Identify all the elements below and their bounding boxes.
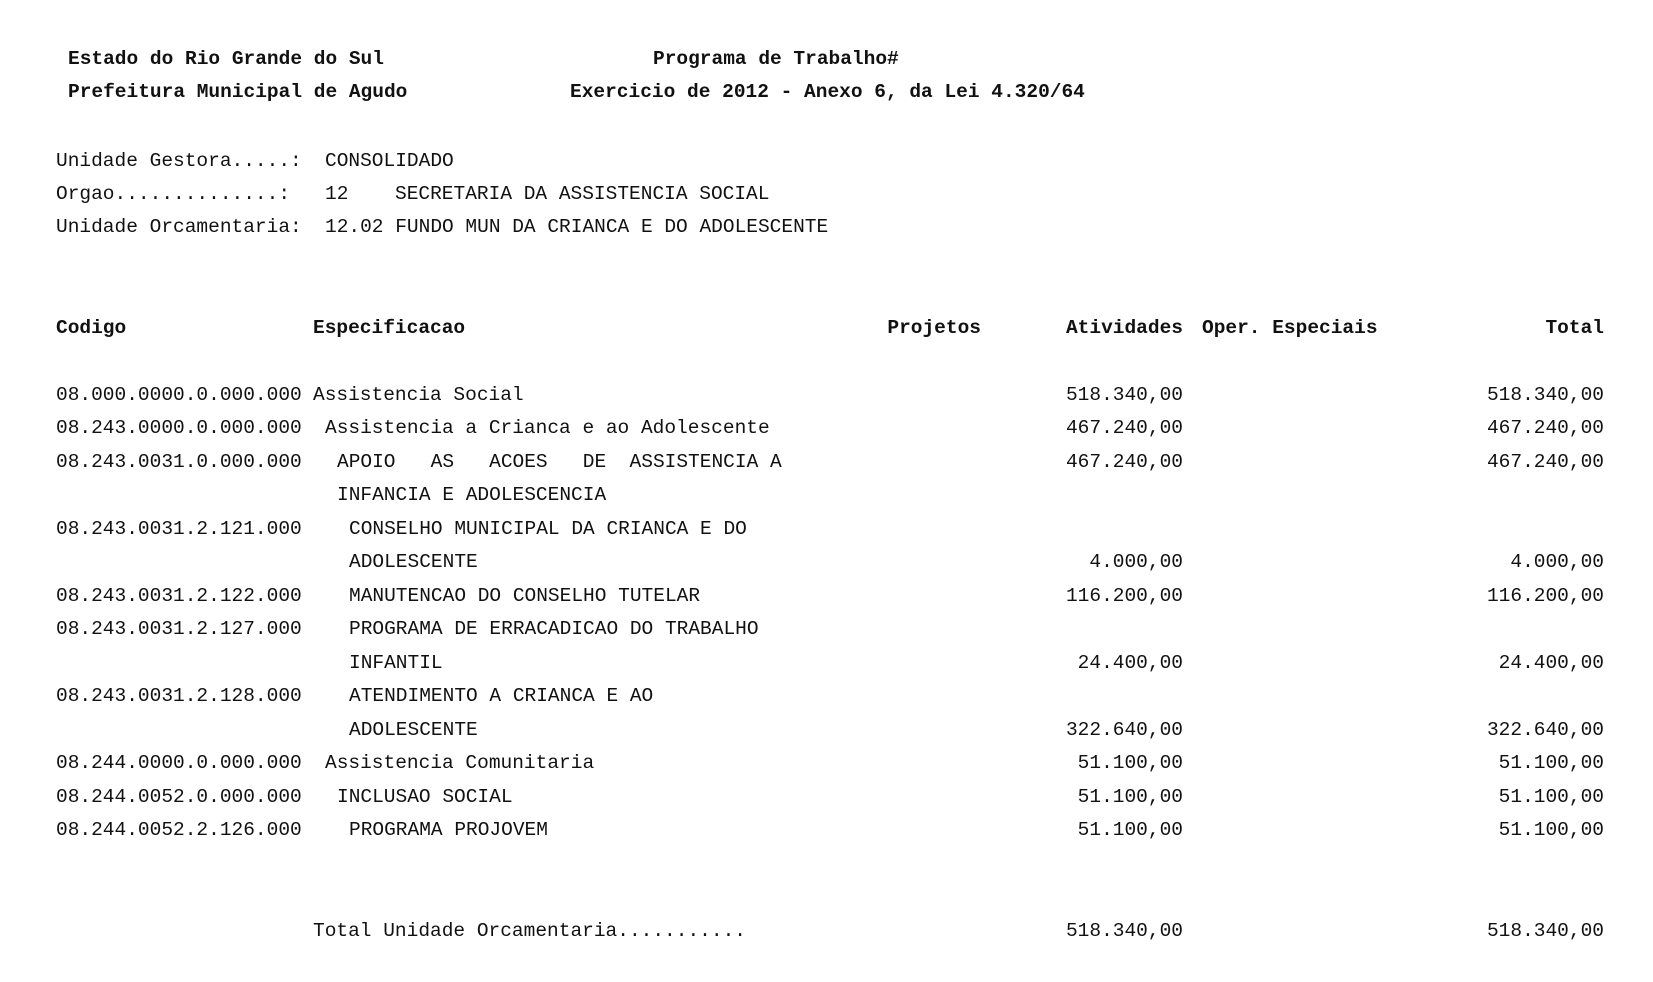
row-especificacao: PROGRAMA PROJOVEM (349, 819, 548, 841)
row-codigo: 08.244.0000.0.000.000 (56, 752, 302, 774)
unidade-orcamentaria-label: Unidade Orcamentaria: (56, 216, 302, 238)
unidade-gestora-value: CONSOLIDADO (325, 150, 454, 172)
row-especificacao: ADOLESCENTE (349, 551, 478, 573)
row-codigo: 08.244.0052.0.000.000 (56, 786, 302, 808)
row-total: 51.100,00 (1498, 786, 1604, 808)
orgao-code: 12 (325, 183, 349, 205)
row-atividades: 51.100,00 (1077, 752, 1183, 774)
row-atividades: 518.340,00 (1065, 384, 1183, 406)
column-header-atividades: Atividades (1065, 317, 1183, 339)
municipality-name: Prefeitura Municipal de Agudo (68, 81, 408, 103)
column-header-total: Total (1545, 317, 1604, 339)
row-atividades: 51.100,00 (1077, 786, 1183, 808)
total-row-total: 518.340,00 (1486, 920, 1604, 942)
row-especificacao: INFANTIL (349, 652, 443, 674)
row-especificacao: INFANCIA E ADOLESCENCIA (337, 484, 607, 506)
row-atividades: 24.400,00 (1077, 652, 1183, 674)
row-atividades: 467.240,00 (1065, 451, 1183, 473)
row-atividades: 322.640,00 (1065, 719, 1183, 741)
state-name: Estado do Rio Grande do Sul (68, 48, 384, 70)
row-codigo: 08.244.0052.2.126.000 (56, 819, 302, 841)
row-codigo: 08.243.0031.0.000.000 (56, 451, 302, 473)
row-especificacao: Assistencia Social (313, 384, 524, 406)
unidade-gestora-label: Unidade Gestora.....: (56, 150, 302, 172)
orgao-name: SECRETARIA DA ASSISTENCIA SOCIAL (395, 183, 770, 205)
row-especificacao: ADOLESCENTE (349, 719, 478, 741)
row-codigo: 08.243.0031.2.122.000 (56, 585, 302, 607)
unidade-orcamentaria-value: 12.02 FUNDO MUN DA CRIANCA E DO ADOLESCENTE (325, 216, 829, 238)
column-header-projetos: Projetos (887, 317, 981, 339)
row-especificacao: INCLUSAO SOCIAL (337, 786, 513, 808)
row-total: 51.100,00 (1498, 819, 1604, 841)
row-codigo: 08.243.0031.2.127.000 (56, 618, 302, 640)
row-total: 467.240,00 (1486, 417, 1604, 439)
orgao-label: Orgao..............: (56, 183, 291, 205)
row-especificacao: APOIO AS ACOES DE ASSISTENCIA A (337, 451, 782, 473)
row-total: 467.240,00 (1486, 451, 1604, 473)
row-especificacao: Assistencia a Crianca e ao Adolescente (325, 417, 770, 439)
row-atividades: 116.200,00 (1065, 585, 1183, 607)
row-especificacao: CONSELHO MUNICIPAL DA CRIANCA E DO (349, 518, 747, 540)
row-total: 518.340,00 (1486, 384, 1604, 406)
row-codigo: 08.243.0031.2.121.000 (56, 518, 302, 540)
row-codigo: 08.243.0000.0.000.000 (56, 417, 302, 439)
row-total: 116.200,00 (1486, 585, 1604, 607)
exercise-title: Exercicio de 2012 - Anexo 6, da Lei 4.320/64 (570, 81, 1085, 103)
row-codigo: 08.243.0031.2.128.000 (56, 685, 302, 707)
row-especificacao: ATENDIMENTO A CRIANCA E AO (349, 685, 654, 707)
row-total: 4.000,00 (1510, 551, 1604, 573)
total-row-label: Total Unidade Orcamentaria........... (313, 920, 746, 942)
row-total: 322.640,00 (1486, 719, 1604, 741)
column-header-oper-especiais: Oper. Especiais (1202, 317, 1378, 339)
row-atividades: 467.240,00 (1065, 417, 1183, 439)
row-especificacao: Assistencia Comunitaria (325, 752, 595, 774)
row-especificacao: PROGRAMA DE ERRACADICAO DO TRABALHO (349, 618, 759, 640)
row-especificacao: MANUTENCAO DO CONSELHO TUTELAR (349, 585, 701, 607)
column-header-codigo: Codigo (56, 317, 127, 339)
row-atividades: 51.100,00 (1077, 819, 1183, 841)
row-codigo: 08.000.0000.0.000.000 (56, 384, 302, 406)
program-title: Programa de Trabalho# (653, 48, 899, 70)
row-total: 24.400,00 (1498, 652, 1604, 674)
column-header-especificacao: Especificacao (313, 317, 466, 339)
total-row-atividades: 518.340,00 (1065, 920, 1183, 942)
row-atividades: 4.000,00 (1089, 551, 1183, 573)
row-total: 51.100,00 (1498, 752, 1604, 774)
